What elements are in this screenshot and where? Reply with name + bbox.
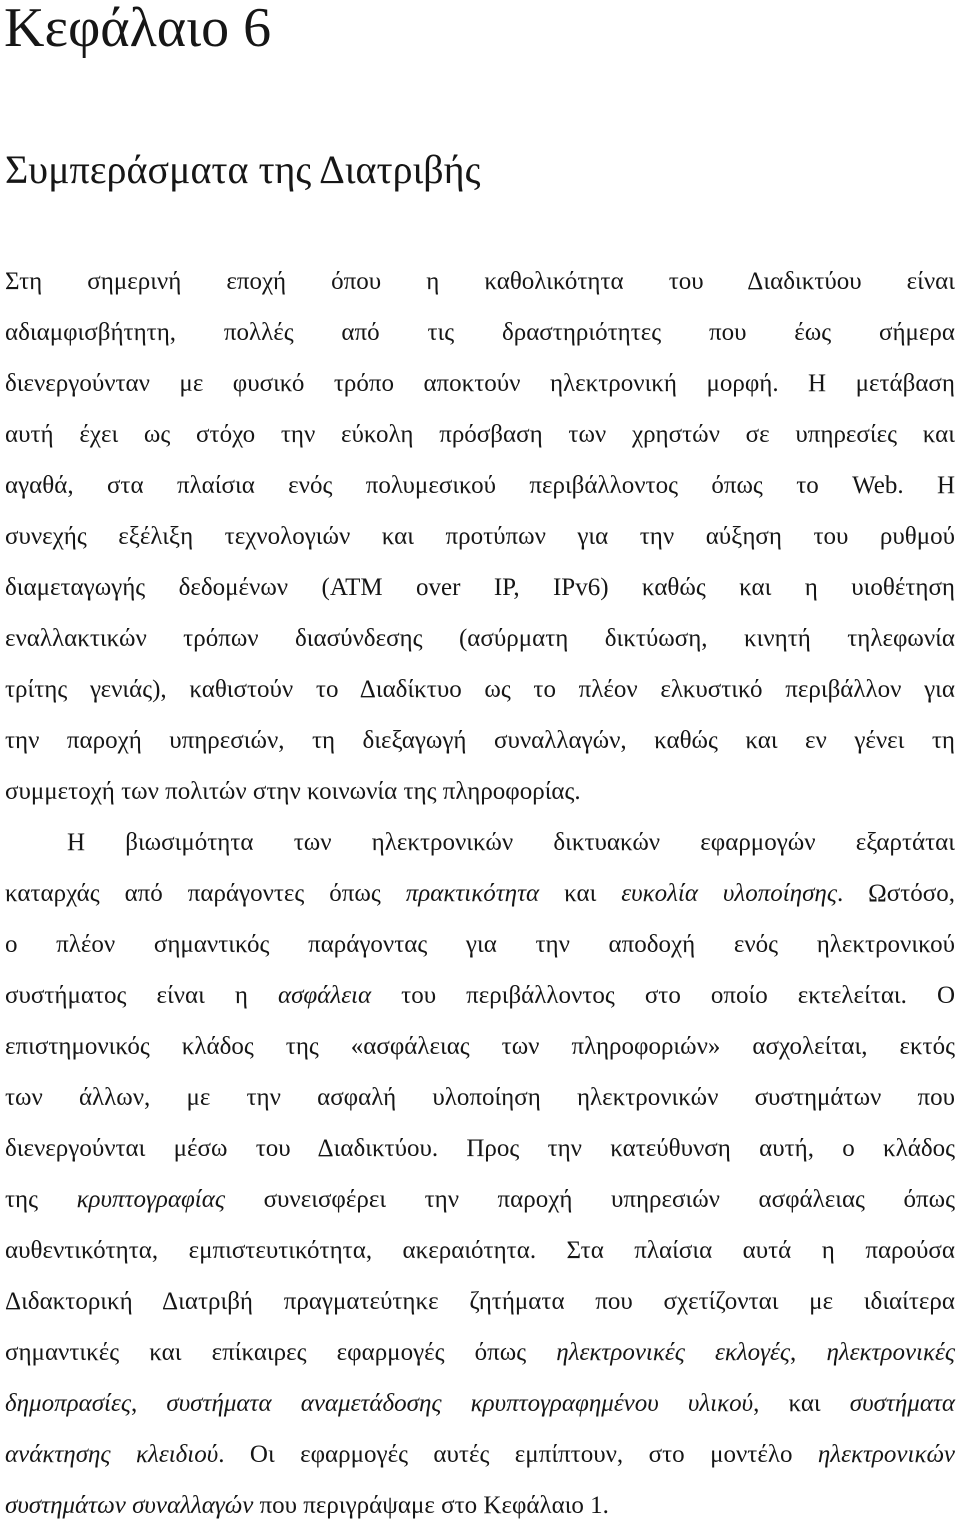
text-run: καταρχάς από παράγοντες όπως [5,880,406,907]
emphasized-text: συστήματα αναμετάδοσης κρυπτογραφημένου υλικού [166,1390,754,1417]
text-run: , [790,1339,827,1366]
text-run: αγαθά, στα πλαίσια ενός πολυμεσικού περιβάλλοντος όπως το Web. Η [5,472,955,499]
text-line [5,460,955,511]
text-run: που περιγράψαμε στο Κεφάλαιο 1. [253,1492,609,1519]
text-run: Διδακτορική Διατριβή πραγματεύτηκε ζητήματα που σχετίζονται με ιδιαίτερα [5,1288,955,1315]
text-line [5,1480,955,1531]
text-line [5,1378,955,1429]
text-line [5,613,955,664]
text-line [5,766,955,817]
text-line [5,1123,955,1174]
text-line [5,664,955,715]
text-run: συμμετοχή των πολιτών στην κοινωνία της πληροφορίας. [5,778,581,805]
text-line [5,1327,955,1378]
text-line [5,409,955,460]
text-run: . Ωστόσο, [836,880,955,907]
body-text [5,256,955,1531]
text-line [5,1174,955,1225]
text-run: συνεχής εξέλιξη τεχνολογιών και προτύπων για την αύξηση του ρυθμού [5,523,955,550]
chapter-title: Κεφάλαιο 6 [4,0,272,59]
paragraph [5,817,955,1531]
text-run: των άλλων, με την ασφαλή υλοποίηση ηλεκτρονικών συστημάτων που [5,1084,955,1111]
emphasized-text: κρυπτογραφίας [76,1186,226,1213]
text-line [5,868,955,919]
section-title: Συμπεράσματα της Διατριβής [5,147,481,192]
text-run: αδιαμφισβήτητη, πολλές από τις δραστηριότητες που έως σήμερα [5,319,955,346]
text-run: , και [753,1390,850,1417]
text-run: διαμεταγωγής δεδομένων (ATM over IP, IPv6) καθώς και η υιοθέτηση [5,574,955,601]
text-run: της [5,1186,77,1213]
text-run: διενεργούνταν με φυσικό τρόπο αποκτούν ηλεκτρονική μορφή. Η μετάβαση [5,370,955,397]
text-line [5,256,955,307]
text-line [5,562,955,613]
emphasized-text: ηλεκτρονικές εκλογές [556,1339,791,1366]
text-run: επιστημονικός κλάδος της «ασφάλειας των πληροφοριών» ασχολείται, εκτός [5,1033,955,1060]
text-run: τρίτης γενιάς), καθιστούν το Διαδίκτυο ως το πλέον ελκυστικό περιβάλλον για [5,676,955,703]
text-run: συνεισφέρει την παροχή υπηρεσιών ασφάλειας όπως [225,1186,955,1213]
emphasized-text: ηλεκτρονικές [826,1339,956,1366]
text-run: αυθεντικότητα, εμπιστευτικότητα, ακεραιότητα. Στα πλαίσια αυτά η παρούσα [5,1237,955,1264]
text-line [5,817,955,868]
text-line [5,919,955,970]
text-run: Η βιωσιμότητα των ηλεκτρονικών δικτυακών εφαρμογών εξαρτάται [67,829,955,856]
emphasized-text: ευκολία υλοποίησης [621,880,837,907]
text-run: διενεργούνται μέσω του Διαδικτύου. Προς την κατεύθυνση αυτή, ο κλάδος [5,1135,955,1162]
text-run: Στη σημερινή εποχή όπου η καθολικότητα του Διαδικτύου είναι [5,268,955,295]
text-run: σημαντικές και επίκαιρες εφαρμογές όπως [5,1339,557,1366]
emphasized-text: πρακτικότητα [405,880,540,907]
text-line [5,307,955,358]
text-run: αυτή έχει ως στόχο την εύκολη πρόσβαση των χρηστών σε υπηρεσίες και [5,421,955,448]
text-run: και [539,880,622,907]
text-run: συστήματος είναι η [5,982,278,1009]
emphasized-text: ηλεκτρονικών [817,1441,956,1468]
emphasized-text: ασφάλεια [277,982,372,1009]
emphasized-text: συστημάτων συναλλαγών [5,1492,254,1519]
text-line [5,1021,955,1072]
emphasized-text: συστήματα [849,1390,956,1417]
text-line [5,715,955,766]
text-line [5,970,955,1021]
text-run: την παροχή υπηρεσιών, τη διεξαγωγή συναλλαγών, καθώς και εν γένει τη [5,727,955,754]
text-run: . Οι εφαρμογές αυτές εμπίπτουν, στο μοντέλο [218,1441,818,1468]
text-run: εναλλακτικών τρόπων διασύνδεσης (ασύρματη δικτύωση, κινητή τηλεφωνία [5,625,955,652]
text-line [5,358,955,409]
emphasized-text: δημοπρασίες [5,1390,131,1417]
text-line [5,511,955,562]
text-line [5,1429,955,1480]
text-run: , [131,1390,167,1417]
text-line [5,1072,955,1123]
emphasized-text: ανάκτησης κλειδιού [5,1441,219,1468]
text-line [5,1225,955,1276]
text-line [5,1276,955,1327]
text-run: του περιβάλλοντος στο οποίο εκτελείται. Ο [371,982,955,1009]
paragraph [5,256,955,817]
text-run: ο πλέον σημαντικός παράγοντας για την αποδοχή ενός ηλεκτρονικού [5,931,955,958]
